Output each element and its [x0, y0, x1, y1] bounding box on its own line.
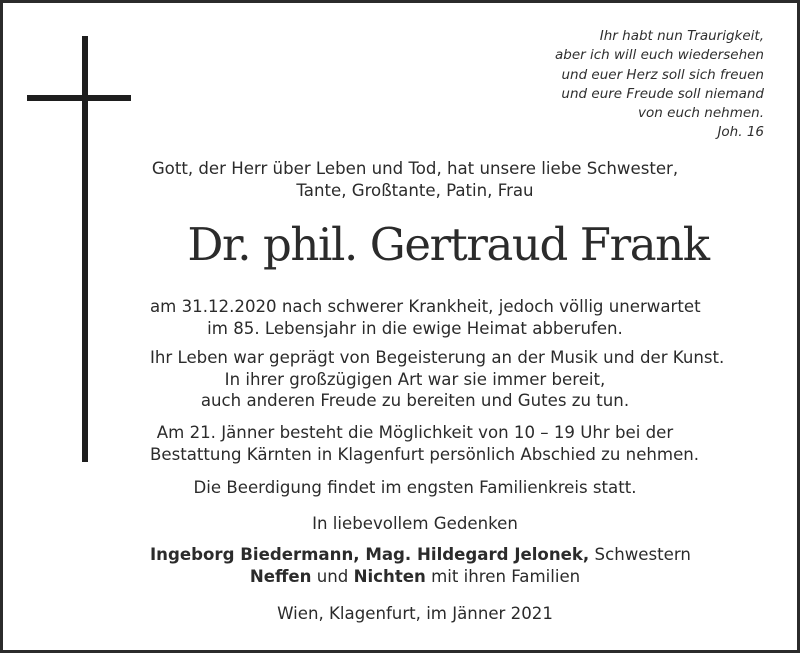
paragraph-burial	[150, 477, 680, 499]
paragraph-line: In ihrer großzügigen Art war sie immer bereit,	[224, 369, 606, 389]
deceased-name: Dr. phil. Gertraud Frank	[187, 218, 709, 271]
paragraph-line: Am 21. Jänner besteht die Möglichkeit von 10 – 19 Uhr bei der	[156, 423, 674, 442]
place-date-line: Wien, Klagenfurt, im Jänner 2021	[277, 604, 553, 623]
cross-horizontal-bar	[27, 95, 131, 101]
sisters-names: Ingeborg Biedermann, Mag. Hildegard Jelonek,	[150, 545, 590, 564]
paragraph-line: Ihr Leben war geprägt von Begeisterung an der Musik und der Kunst.	[150, 348, 725, 367]
place-date	[150, 603, 680, 625]
quote-line: und euer Herz soll sich freuen	[561, 66, 764, 83]
quote-line: Ihr habt nun Traurigkeit,	[599, 28, 764, 44]
intro-text	[150, 158, 680, 201]
paragraph-line: im 85. Lebensjahr in die ewige Heimat abberufen.	[207, 318, 623, 338]
nieces: Nichten	[353, 566, 426, 586]
paragraph-line: auch anderen Freude zu bereiten und Gutes zu tun.	[200, 391, 630, 410]
mourners-family	[150, 566, 680, 588]
quote-line: und eure Freude soll niemand	[561, 85, 764, 102]
paragraph-line: Die Beerdigung findet im engsten Familienkreis statt.	[193, 478, 637, 497]
paragraph-line: Bestattung Kärnten in Klagenfurt persönlich Abschied zu nehmen.	[150, 444, 700, 464]
nephews: Neffen	[249, 566, 312, 586]
memory-phrase	[150, 513, 680, 535]
families: mit ihren Familien	[431, 566, 581, 586]
paragraph-farewell	[150, 422, 700, 465]
paragraph-passing	[150, 296, 701, 339]
quote-line: von euch nehmen.	[638, 105, 764, 122]
paragraph-line: am 31.12.2020 nach schwerer Krankheit, jedoch völlig unerwartet	[150, 297, 701, 316]
conjunction: und	[316, 566, 349, 586]
intro-line: Tante, Großtante, Patin, Frau	[296, 180, 534, 200]
memory-line: In liebevollem Gedenken	[312, 514, 518, 533]
mourners-list	[150, 544, 691, 587]
intro-line: Gott, der Herr über Leben und Tod, hat unsere liebe Schwester,	[151, 159, 679, 178]
mourners-sisters	[150, 544, 691, 566]
sisters-relation: Schwestern	[594, 545, 691, 564]
quote-reference: Joh. 16	[717, 124, 764, 141]
quote-line: aber ich will euch wiedersehen	[554, 47, 764, 64]
paragraph-life	[150, 347, 725, 412]
bible-quote	[464, 27, 764, 143]
